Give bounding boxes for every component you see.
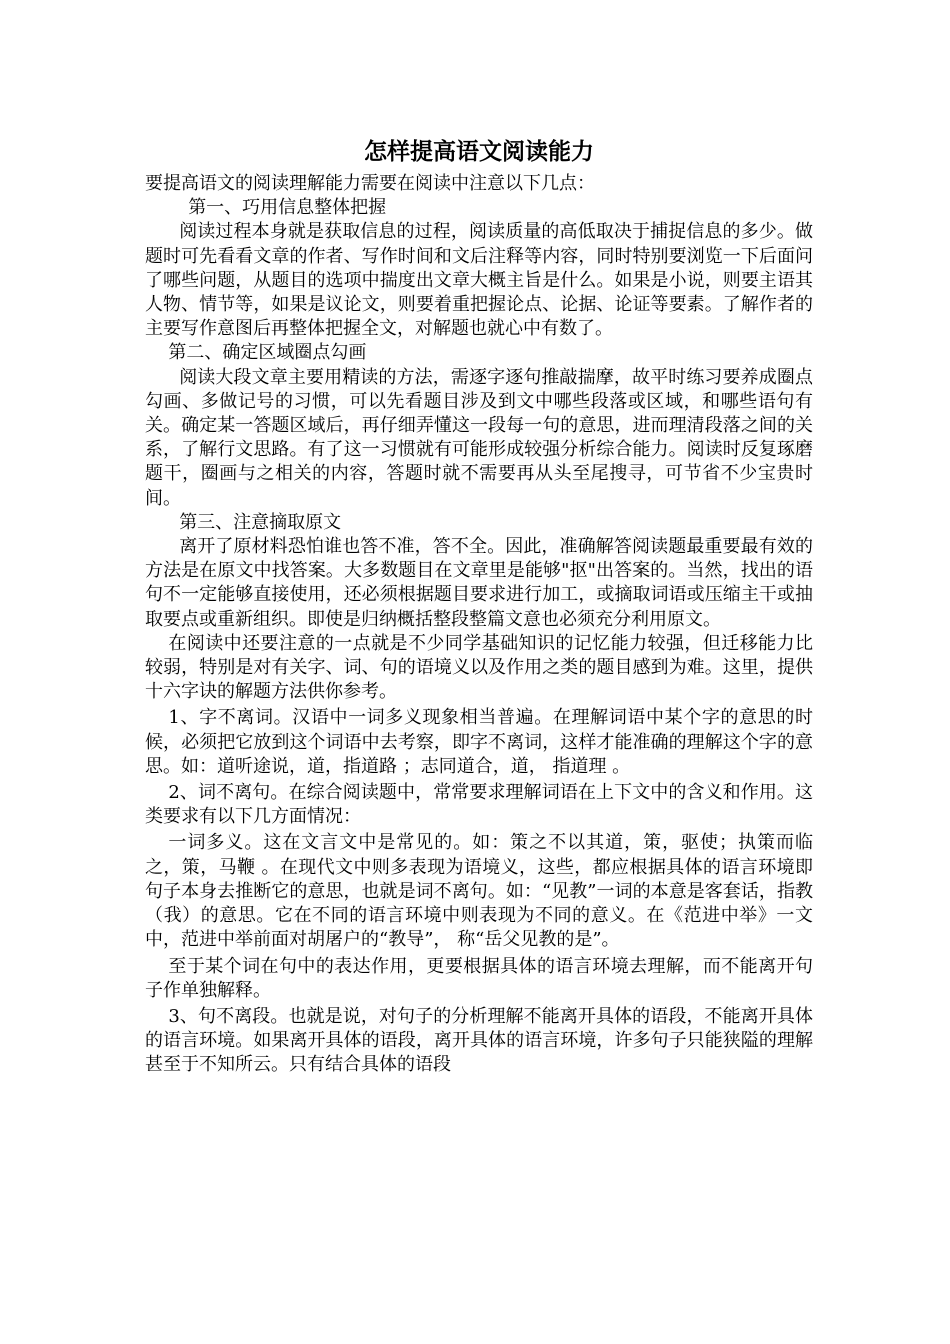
section-heading-3: 第三、注意摘取原文 bbox=[179, 511, 342, 533]
document-page bbox=[145, 132, 813, 1078]
body-paragraph: 一词多义。这在文言文中是常见的。如：策之不以其道，策，驱使；执策而临之，策，马鞭 。在现代文中则多表现为语境义，这些，都应根据具体的语言环境即句子本身去推断它的意思，也就是词不离句。如：“见教”一词的本意是客套话，指教（我）的意思。它在不同的语言环境中则表现为不同的意义。在《范进中举》一文中，范进中举前面对胡屠户的“教导”， 称“岳父见教的是”。 bbox=[145, 832, 813, 951]
tip-paragraph-3: 3、句不离段。也就是说，对句子的分析理解不能离开具体的语段，不能离开具体的语言环境。如果离开具体的语段，离开具体的语言环境，许多句子只能狭隘的理解甚至于不知所云。只有结合具体的语段 bbox=[145, 1005, 813, 1076]
body-paragraph: 至于某个词在句中的表达作用，更要根据具体的语言环境去理解，而不能离开句子作单独解释。 bbox=[145, 955, 813, 1001]
document-body bbox=[145, 172, 813, 1078]
body-paragraph: 阅读大段文章主要用精读的方法，需逐字逐句推敲揣摩，故平时练习要养成圈点勾画、多做记号的习惯，可以先看题目涉及到文中哪些段落或区域，和哪些语句有关。确定某一答题区域后，再仔细弄懂这一段每一句的意思，进而理清段落之间的关系，了解行文思路。有了这一习惯就有可能形成较强分析综合能力。阅读时反复琢磨题干，圈画与之相关的内容，答题时就不需要再从头至尾搜寻，可节省不少宝贵时间。 bbox=[145, 366, 813, 509]
tip-paragraph-2: 2、词不离句。在综合阅读题中，常常要求理解词语在上下文中的含义和作用。这类要求有以下几方面情况： bbox=[145, 782, 813, 828]
body-paragraph: 在阅读中还要注意的一点就是不少同学基础知识的记忆能力较强，但迁移能力比较弱，特别是对有关字、词、句的语境义以及作用之类的题目感到为难。这里，提供十六字诀的解题方法供你参考。 bbox=[145, 632, 813, 703]
section-heading-2: 第二、确定区域圈点勾画 bbox=[168, 342, 367, 364]
intro-paragraph: 要提高语文的阅读理解能力需要在阅读中注意以下几点： bbox=[145, 173, 595, 194]
tip-paragraph-1: 1、字不离词。汉语中一词多义现象相当普遍。在理解词语中某个字的意思的时候，必须把它放到这个词语中去考察，即字不离词，这样才能准确的理解这个字的意思。如：道听途说，道，指道路 ；志同道合，道， 指道理 。 bbox=[145, 707, 813, 777]
section-heading-1: 第一、巧用信息整体把握 bbox=[188, 197, 387, 219]
body-paragraph: 离开了原材料恐怕谁也答不准，答不全。因此，准确解答阅读题最重要最有效的方法是在原文中找答案。大多数题目在文章里是能够"抠"出答案的。当然，找出的语句不一定能够直接使用，还必须根据题目要求进行加工，或摘取词语或压缩主干或抽取要点或重新组织。即使是归纳概括整段整篇文意也必须充分利用原文。 bbox=[145, 536, 813, 630]
body-paragraph: 阅读过程本身就是获取信息的过程，阅读质量的高低取决于捕捉信息的多少。做题时可先看看文章的作者、写作时间和文后注释等内容，同时特别要浏览一下后面问了哪些问题，从题目的选项中揣度出文章大概主旨是什么。如果是小说，则要主语其人物、情节等，如果是议论文，则要着重把握论点、论据、论证等要素。了解作者的主要写作意图后再整体把握全文，对解题也就心中有数了。 bbox=[145, 221, 813, 340]
document-title: 怎样提高语文阅读能力 bbox=[364, 138, 594, 165]
